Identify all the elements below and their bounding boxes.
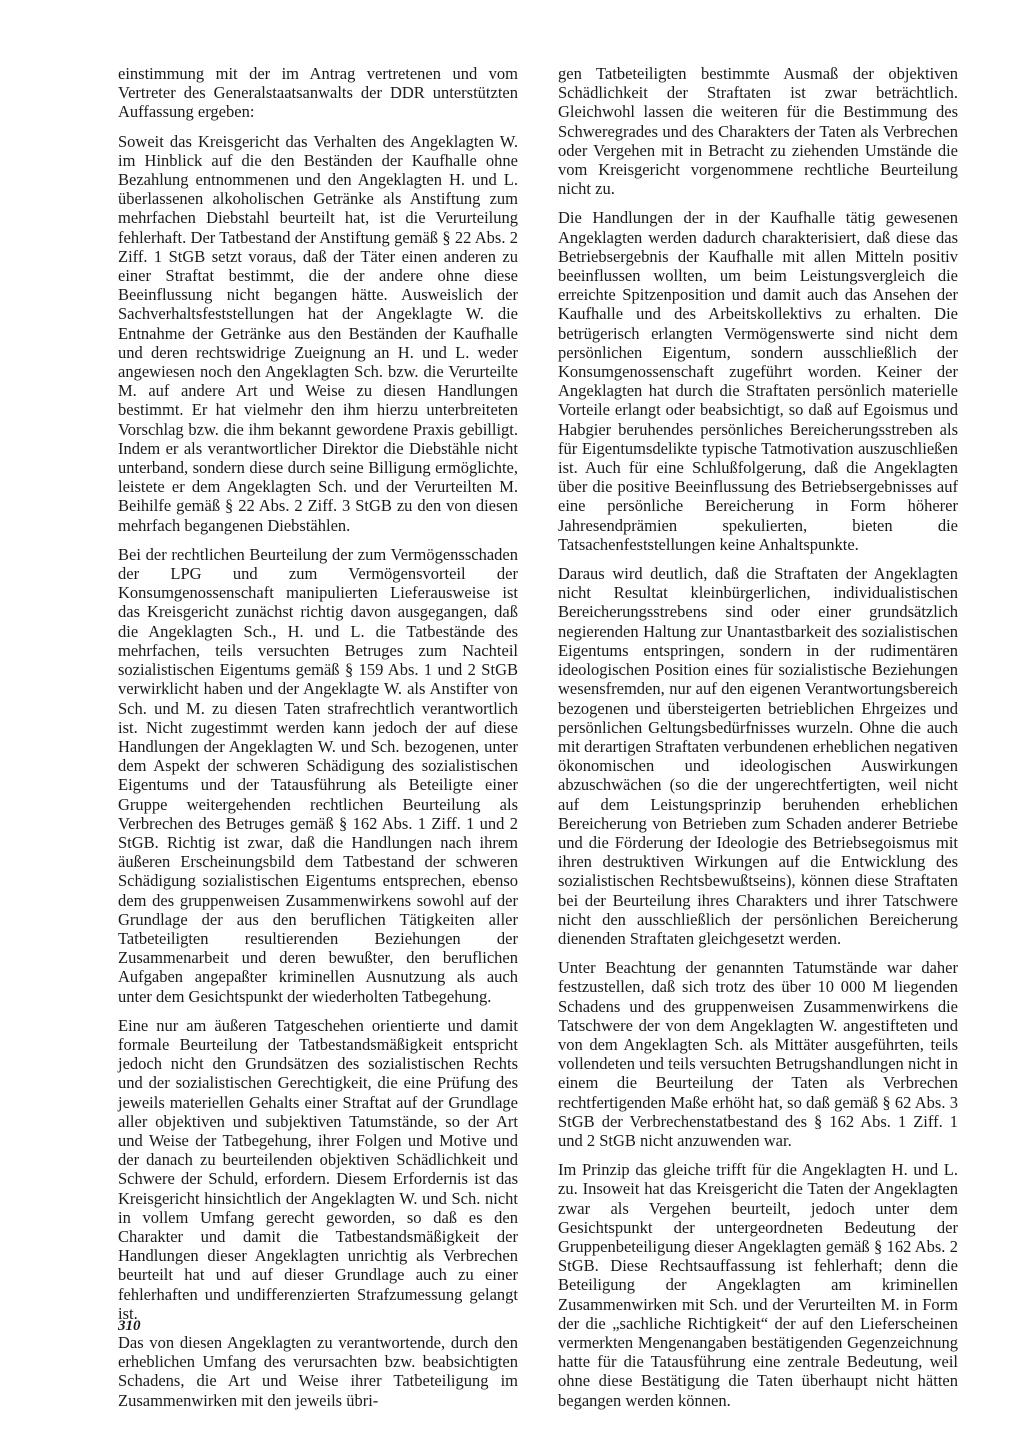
paragraph: Soweit das Kreisgericht das Verhalten des Angeklagten W. im Hinblick auf die den Beständen der Kaufhalle ohne Bezahlung entnommenen und den Angeklagten H. und L. überlassenen alkoholischen Getränke als Anstiftung zum mehrfachen Diebstahl beurteilt hat, ist die Verurteilung fehlerhaft. Der Tatbestand der Anstiftung gemäß § 22 Abs. 2 Ziff. 1 StGB setzt voraus, daß der Täter einen anderen zu einer Straftat bestimmt, die der andere ohne diese Beeinflussung nicht begangen hätte. Ausweislich der Sachverhaltsfeststellungen hat der Angeklagte W. die Entnahme der Getränke aus den Beständen der Kaufhalle und deren rechtswidrige Zueignung an H. und L. weder angewiesen noch den Angeklagten Sch. bzw. die Verurteilte M. auf andere Art und Weise zu diesen Handlungen bestimmt. Er hat vielmehr den ihm hierzu unterbreiteten Vorschlag bzw. die ihm bekannt gewordene Praxis gebilligt. Indem er als verantwortlicher Direktor die Diebstähle nicht unterband, sondern diese durch seine Billigung ermöglichte, leistete er dem Angeklagten Sch. und der Verurteilten M. Beihilfe gemäß § 22 Abs. 2 Ziff. 3 StGB zu den von diesen mehrfach begangenen Diebstählen. (118, 131, 518, 535)
paragraph: Unter Beachtung der genannten Tatumstände war daher festzustellen, daß sich trotz des über 10 000 M liegenden Schadens und des gruppenweisen Zusammenwirkens die Tatschwere der von dem Angeklagten W. angestifteten und von dem Angeklagten Sch. als Mittäter ausgeführten, teils vollendeten und teils versuchten Betrugshandlungen nicht in einem die Beurteilung der Taten als Verbrechen rechtfertigenden Maße erhöht hat, so daß gemäß § 62 Abs. 3 StGB der Verbrechenstatbestand des § 162 Abs. 1 Ziff. 1 und 2 StGB nicht anzuwenden war. (558, 958, 958, 1150)
left-column (118, 64, 518, 1420)
paragraph: Daraus wird deutlich, daß die Straftaten der Angeklagten nicht Resultat kleinbürgerlichen, individualistischen Bereicherungsstrebens sind oder einer grundsätzlich negierenden Haltung zur Unantastbarkeit des sozialistischen Eigentums entspringen, sondern in der rudimentären ideologischen Position eines für sozialistische Beziehungen wesensfremden, nur auf den eigenen Verantwortungsbereich bezogenen und übersteigerten betrieblichen Ehrgeizes und persönlichen Geltungsbedürfnisses wurzeln. Ohne die auch mit derartigen Straftaten verbundenen erheblichen negativen ökonomischen und ideologischen Auswirkungen abzuschwächen (so die der ungerechtfertigten, weil nicht auf dem Leistungsprinzip beruhenden erheblichen Bereicherung von Betrieben zum Schaden anderer Betriebe und die Förderung der Ideologie des Betriebsegoismus mit ihren destruktiven Wirkungen auf die Entwicklung des sozialistischen Rechtsbewußtseins), können diese Straftaten bei der Beurteilung ihres Charakters und ihrer Tatschwere nicht den ausschließlich der persönlichen Bereicherung dienenden Straftaten gleichgesetzt werden. (558, 564, 958, 948)
paragraph: gen Tatbeteiligten bestimmte Ausmaß der objektiven Schädlichkeit der Straftaten ist zwar beträchtlich. Gleichwohl lassen die weiteren für die Bestimmung des Schweregrades und des Charakters der Taten als Verbrechen oder Vergehen mit in Betracht zu ziehenden Umstände die vom Kreisgericht vorgenommene rechtliche Beurteilung nicht zu. (558, 64, 958, 199)
paragraph: Die Handlungen der in der Kaufhalle tätig gewesenen Angeklagten werden dadurch charakterisiert, daß diese das Betriebsergebnis der Kaufhalle mit allen Mitteln positiv beeinflussen wollten, um beim Leistungsvergleich die erreichte Spitzenposition und damit auch das Ansehen der Kaufhalle und des Arbeitskollektivs zu erhalten. Die betrügerisch erlangten Vermögenswerte sind nicht dem persönlichen Eigentum, sondern ausschließlich der Konsumgenossenschaft zugeführt worden. Keiner der Angeklagten hat durch die Straftaten persönlich materielle Vorteile erlangt oder beabsichtigt, so daß auf Egoismus und Habgier beruhendes persönliches Bereicherungsstreben als für Eigentumsdelikte typische Tatmotivation auszuschließen ist. Auch für eine Schlußfolgerung, daß die Angeklagten über die positive Beeinflussung des Betriebsergebnisses auf eine persönliche Bereicherung in Form höherer Jahresendprämien spekulierten, bieten die Tatsachenfeststellungen keine Anhaltspunkte. (558, 208, 958, 554)
paragraph: Eine nur am äußeren Tatgeschehen orientierte und damit formale Beurteilung der Tatbestandsmäßigkeit entspricht jedoch nicht den Grundsätzen des sozialistischen Rechts und der sozialistischen Gerechtigkeit, die eine Prüfung des jeweils materiellen Gehalts einer Straftat auf der Grundlage aller objektiven und subjektiven Tatumstände, so der Art und Weise der Tatbegehung, ihrer Folgen und Motive und der danach zu beurteilenden objektiven Schädlichkeit und Schwere der Schuld, erfordern. Diesem Erfordernis ist das Kreisgericht hinsichtlich der Angeklagten W. und Sch. nicht in vollem Umfang gerecht geworden, so daß es den Charakter und damit die Tatbestandsmäßigkeit der Handlungen dieser Angeklagten unrichtig als Verbrechen beurteilt hat und auf dieser Grundlage auch zu einer fehlerhaften und undifferenzierten Strafzumessung gelangt ist. (118, 1015, 518, 1323)
page-number: 310 (118, 1318, 141, 1334)
paragraph: Bei der rechtlichen Beurteilung der zum Vermögensschaden der LPG und zum Vermögensvorteil der Konsumgenossenschaft manipulierten Lieferausweise ist das Kreisgericht zunächst richtig davon ausgegangen, daß die Angeklagten Sch., H. und L. die Tatbestände des mehrfachen, teils versuchten Betruges zum Nachteil sozialistischen Eigentums gemäß § 159 Abs. 1 und 2 StGB verwirklicht haben und der Angeklagte W. als Anstifter von Sch. und M. zu diesen Taten strafrechtlich verantwortlich ist. Nicht zugestimmt werden kann jedoch der auf diese Handlungen der Angeklagten W. und Sch. bezogenen, unter dem Aspekt der schweren Schädigung des sozialistischen Eigentums und der Tatausführung als Beteiligte einer Gruppe weitergehenden rechtlichen Beurteilung als Verbrechen des Betruges gemäß § 162 Abs. 1 Ziff. 1 und 2 StGB. Richtig ist zwar, daß die Handlungen nach ihrem äußeren Erscheinungsbild dem Tatbestand der schweren Schädigung sozialistischen Eigentums entsprechen, ebenso dem des gruppenweisen Zusammenwirkens sowohl auf der Grundlage der aus den beruflichen Tätigkeiten aller Tatbeteiligten resultierenden Beziehungen der Zusammenarbeit und deren bewußter, den beruflichen Aufgaben angepaßter kriminellen Ausnutzung als auch unter dem Gesichtspunkt der wiederholten Tatbegehung. (118, 544, 518, 1006)
paragraph: einstimmung mit der im Antrag vertretenen und vom Vertreter des Generalstaatsanwalts der DDR unterstützten Auffassung ergeben: (118, 64, 518, 122)
paragraph: Das von diesen Angeklagten zu verantwortende, durch den erheblichen Umfang des verursachten bzw. beabsichtigten Schadens, die Art und Weise ihrer Tatbeteiligung im Zusammenwirken mit den jeweils übri- (118, 1333, 518, 1410)
paragraph: Im Prinzip das gleiche trifft für die Angeklagten H. und L. zu. Insoweit hat das Kreisgericht die Taten der Angeklagten zwar als Vergehen beurteilt, jedoch unter dem Gesichtspunkt der untergeordneten Bedeutung der Gruppenbeteiligung dieser Angeklagten gemäß § 162 Abs. 2 StGB. Diese Rechtsauffassung ist fehlerhaft; denn die Beteiligung der Angeklagten am kriminellen Zusammenwirken mit Sch. und der Verurteilten M. in Form der die „sachliche Richtigkeit“ der auf den Lieferscheinen vermerkten Mengenangaben bestätigenden Gegenzeichnung hatte für die Tatausführung eine zentrale Bedeutung, weil ohne diese Bestätigung die Taten überhaupt nicht hätten begangen werden können. (558, 1160, 958, 1410)
right-column (558, 64, 958, 1420)
